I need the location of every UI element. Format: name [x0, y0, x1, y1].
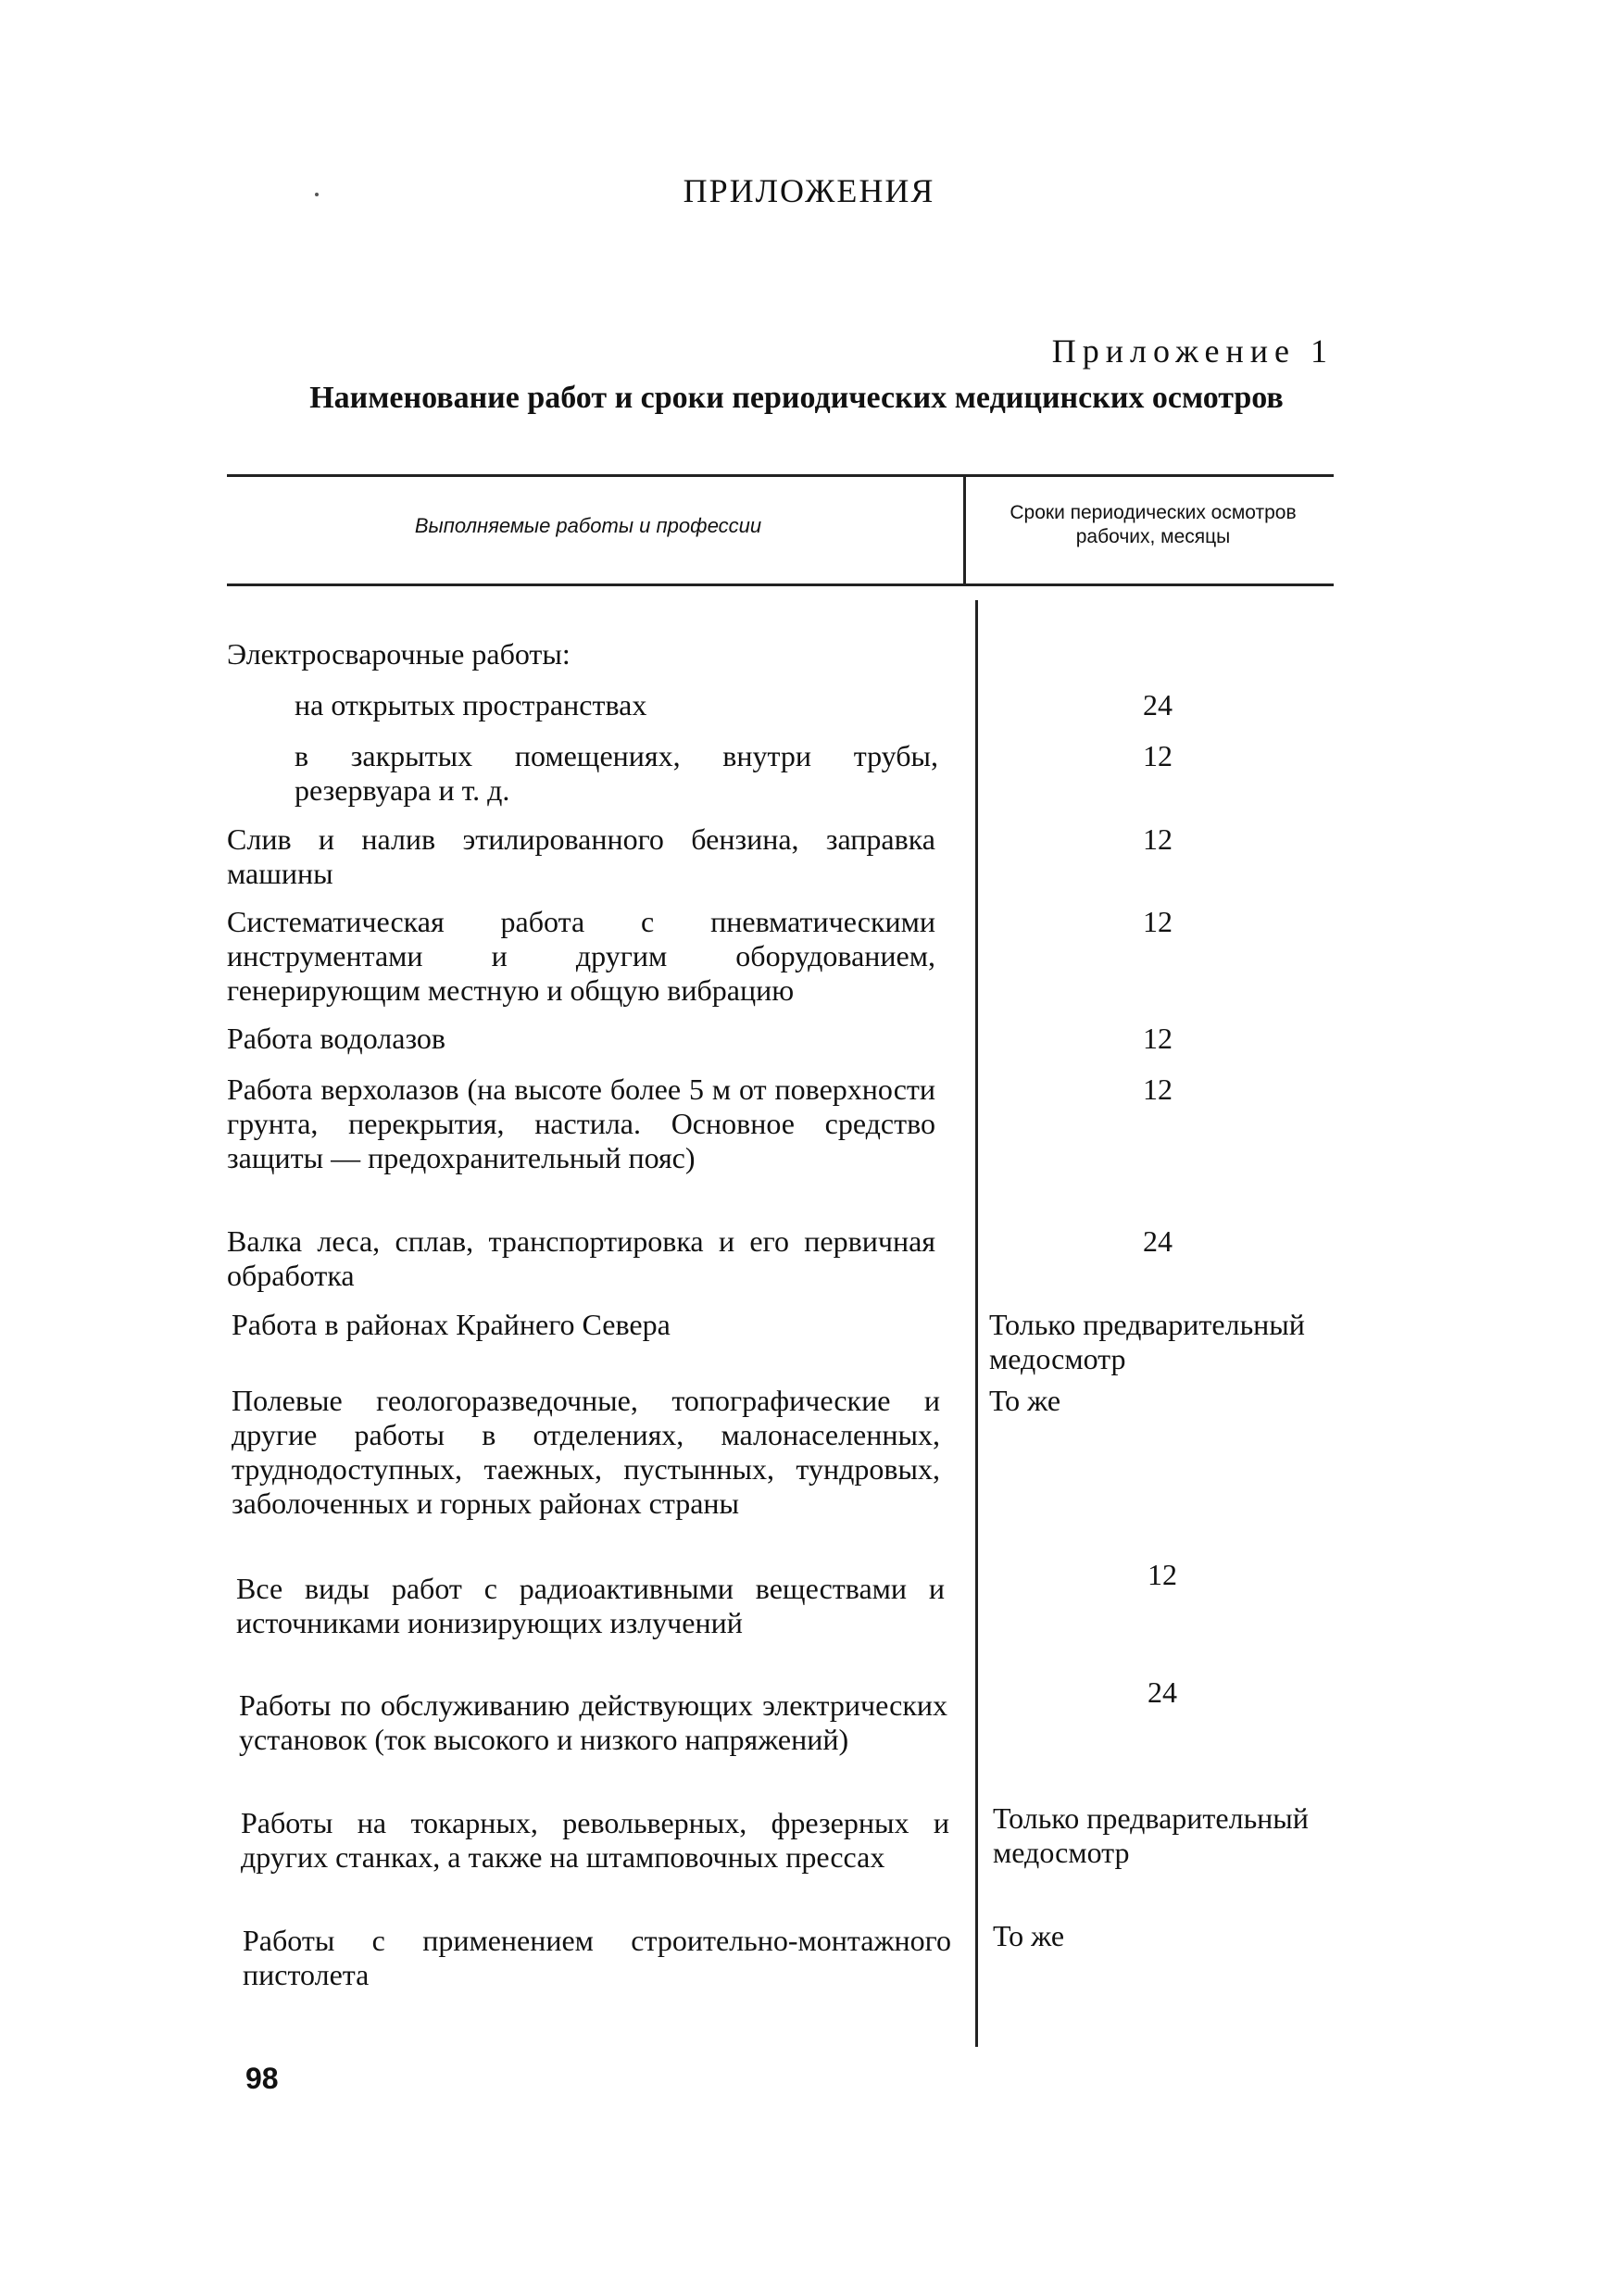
table-row-term: 12 [1143, 1073, 1173, 1106]
header-bottom-rule [227, 583, 1334, 586]
table-row-work: Работы по обслуживанию действующих электрических установок (ток высокого и низкого напряжений) [239, 1688, 947, 1756]
table-row-term: Только предварительный медосмотр [993, 1801, 1309, 1869]
table-top-rule [227, 474, 1334, 477]
table-row-work: Систематическая работа с пневматическими инструментами и другим оборудованием, генерирующим местную и общую вибрацию [227, 905, 935, 1007]
table-row-work: Работа верхолазов (на высоте более 5 м от поверхности грунта, перекрытия, настила. Основное средство защиты — предохранительный пояс) [227, 1073, 935, 1174]
table-row-term: Только предварительный медосмотр [989, 1308, 1305, 1375]
table-row-work: Слив и налив этилированного бензина, заправка машины [227, 822, 935, 890]
table-row-work: Полевые геологоразведочные, топографические и другие работы в отделениях, малонаселенных, труднодоступных, таежных, пустынных, тундровых, заболоченных и горных районах страны [232, 1384, 940, 1520]
body-column-divider [975, 600, 978, 2047]
table-row-term: То же [989, 1384, 1061, 1417]
table-row-term: 24 [1143, 688, 1173, 721]
table-row-term: 24 [1148, 1675, 1177, 1709]
table-row-term: 12 [1143, 1022, 1173, 1055]
table-row-work: Работа в районах Крайнего Севера [232, 1308, 671, 1341]
table-row-work: Валка леса, сплав, транспортировка и его первичная обработка [227, 1224, 935, 1292]
header-column-divider [963, 476, 966, 583]
table-row-work: Работа водолазов [227, 1022, 445, 1055]
appendix-label: Приложение 1 [1051, 332, 1334, 370]
column-header-term: Сроки периодических осмотров рабочих, месяцы [1010, 502, 1297, 548]
table-row-work: Электросварочные работы: [227, 637, 571, 671]
table-row-term: 12 [1143, 905, 1173, 938]
table-row-term: 24 [1143, 1224, 1173, 1258]
column-header-work: Выполняемые работы и профессии [414, 514, 762, 537]
table-row-work: в закрытых помещениях, внутри трубы, резервуара и т. д. [295, 739, 938, 807]
table-row-term: То же [993, 1919, 1065, 1952]
table-row-term: 12 [1143, 822, 1173, 856]
table-row-work: на открытых пространствах [295, 688, 647, 721]
table-row-term: 12 [1148, 1558, 1177, 1591]
table-row-term: 12 [1143, 739, 1173, 772]
page-number: 98 [245, 2062, 279, 2095]
section-title: ПРИЛОЖЕНИЯ [683, 172, 935, 209]
table-title: Наименование работ и сроки периодических медицинских осмотров [309, 381, 1284, 415]
table-row-work: Работы с применением строительно-монтажного пистолета [243, 1924, 951, 1991]
print-speck [315, 193, 319, 196]
table-row-work: Все виды работ с радиоактивными веществами и источниками ионизирующих излучений [236, 1572, 945, 1639]
table-row-work: Работы на токарных, револьверных, фрезерных и других станках, а также на штамповочных прессах [241, 1806, 949, 1874]
